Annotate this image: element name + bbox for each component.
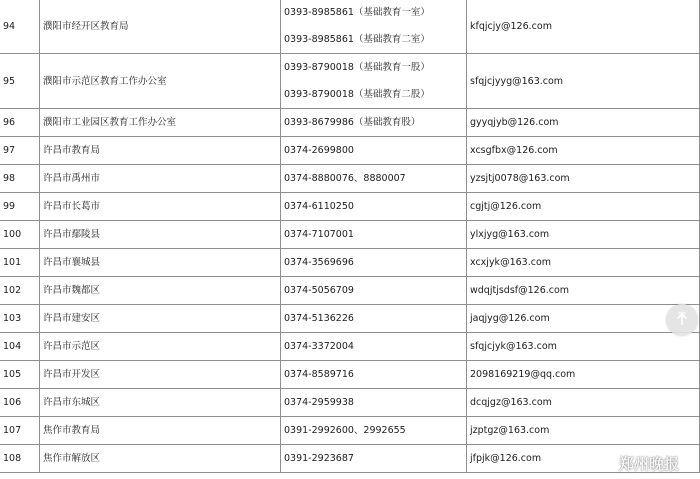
phone-number: 0391-2992600、2992655 <box>284 425 406 436</box>
unit-name-cell: 许昌市教育局 <box>40 137 281 165</box>
unit-name-cell: 焦作市解放区 <box>40 445 281 473</box>
watermark <box>594 452 679 474</box>
email-cell: cgjtj@126.com <box>467 193 700 221</box>
unit-name-cell: 许昌市开发区 <box>40 361 281 389</box>
unit-name-cell: 焦作市教育局 <box>40 417 281 445</box>
email-cell: yzsjtj0078@163.com <box>467 165 700 193</box>
email-cell: kfqjcjy@126.com <box>467 0 700 54</box>
phone-number: 0374-2699800 <box>284 145 354 156</box>
phone-cell <box>281 417 467 445</box>
scroll-to-top-button[interactable] <box>666 304 698 336</box>
row-number-cell: 107 <box>0 417 40 445</box>
weibo-icon <box>594 454 616 472</box>
row-number-cell: 96 <box>0 109 40 137</box>
table-row <box>0 333 700 361</box>
phone-number: 0391-2923687 <box>284 453 354 464</box>
phone-cell <box>281 389 467 417</box>
phone-number: 0374-8589716 <box>284 369 354 380</box>
table-row <box>0 305 700 333</box>
table-row <box>0 389 700 417</box>
row-number-cell: 102 <box>0 277 40 305</box>
table-row <box>0 249 700 277</box>
phone-number: 0374-7107001 <box>284 229 354 240</box>
phone-cell <box>281 221 467 249</box>
phone-cell <box>281 165 467 193</box>
phone-cell <box>281 54 467 109</box>
email-cell: dcqjgz@163.com <box>467 389 700 417</box>
table-row <box>0 361 700 389</box>
row-number-cell: 101 <box>0 249 40 277</box>
email-cell: gyyqjyb@126.com <box>467 109 700 137</box>
unit-name-cell: 许昌市魏都区 <box>40 277 281 305</box>
email-cell: ylxjyg@163.com <box>467 221 700 249</box>
phone-cell <box>281 333 467 361</box>
row-number-cell: 104 <box>0 333 40 361</box>
phone-cell <box>281 193 467 221</box>
row-number-cell: 95 <box>0 54 40 109</box>
phone-cell <box>281 361 467 389</box>
unit-name-cell: 濮阳市经开区教育局 <box>40 0 281 54</box>
unit-name-cell: 许昌市襄城县 <box>40 249 281 277</box>
phone-cell <box>281 137 467 165</box>
unit-name-cell: 濮阳市工业园区教育工作办公室 <box>40 109 281 137</box>
email-cell: 2098169219@qq.com <box>467 361 700 389</box>
phone-number: 0374-3372004 <box>284 341 354 352</box>
row-number-cell: 97 <box>0 137 40 165</box>
unit-name-cell: 许昌市长葛市 <box>40 193 281 221</box>
email-cell: sfqjcjyk@163.com <box>467 333 700 361</box>
phone-number: 0374-8880076、8880007 <box>284 173 406 184</box>
phone-cell <box>281 0 467 54</box>
phone-number: 0393-8790018（基础教育二股） <box>284 89 430 100</box>
email-cell: xcxjyk@163.com <box>467 249 700 277</box>
phone-number: 0393-8790018（基础教育一股） <box>284 62 430 73</box>
unit-name-cell: 许昌市禹州市 <box>40 165 281 193</box>
phone-number: 0374-5136226 <box>284 313 354 324</box>
phone-number: 0374-5056709 <box>284 285 354 296</box>
email-cell: wdqjtjsdsf@126.com <box>467 277 700 305</box>
unit-name-cell: 许昌市鄢陵县 <box>40 221 281 249</box>
phone-number: 0374-2959938 <box>284 397 354 408</box>
email-cell: jaqjyg@126.com <box>467 305 700 333</box>
table-row <box>0 109 700 137</box>
table-row <box>0 137 700 165</box>
phone-cell <box>281 305 467 333</box>
phone-cell <box>281 109 467 137</box>
row-number-cell: 105 <box>0 361 40 389</box>
row-number-cell: 98 <box>0 165 40 193</box>
unit-name-cell: 许昌市示范区 <box>40 333 281 361</box>
table-row <box>0 221 700 249</box>
watermark-text: 郑州晚报 <box>619 454 680 473</box>
arrow-up-icon <box>675 311 689 330</box>
unit-name-cell: 许昌市建安区 <box>40 305 281 333</box>
email-cell: xcsgfbx@126.com <box>467 137 700 165</box>
email-cell: jzptgz@163.com <box>467 417 700 445</box>
phone-number: 0393-8679986（基础教育股） <box>284 117 421 128</box>
row-number-cell: 108 <box>0 445 40 473</box>
table-row <box>0 277 700 305</box>
row-number-cell: 100 <box>0 221 40 249</box>
phone-cell <box>281 445 467 473</box>
phone-cell <box>281 277 467 305</box>
table-row <box>0 0 700 54</box>
phone-number: 0374-6110250 <box>284 201 354 212</box>
unit-name-cell: 许昌市东城区 <box>40 389 281 417</box>
email-cell: jfpjk@126.com <box>467 445 700 473</box>
phone-cell <box>281 249 467 277</box>
row-number-cell: 106 <box>0 389 40 417</box>
row-number-cell: 99 <box>0 193 40 221</box>
table-row <box>0 54 700 109</box>
phone-number: 0393-8985861（基础教育一室） <box>284 7 430 18</box>
unit-name-cell: 濮阳市示范区教育工作办公室 <box>40 54 281 109</box>
table-row <box>0 417 700 445</box>
table-row <box>0 165 700 193</box>
phone-number: 0374-3569696 <box>284 257 354 268</box>
table-row <box>0 193 700 221</box>
phone-number: 0393-8985861（基础教育二室） <box>284 34 430 45</box>
row-number-cell: 94 <box>0 0 40 54</box>
row-number-cell: 103 <box>0 305 40 333</box>
email-cell: sfqjcjyyg@163.com <box>467 54 700 109</box>
